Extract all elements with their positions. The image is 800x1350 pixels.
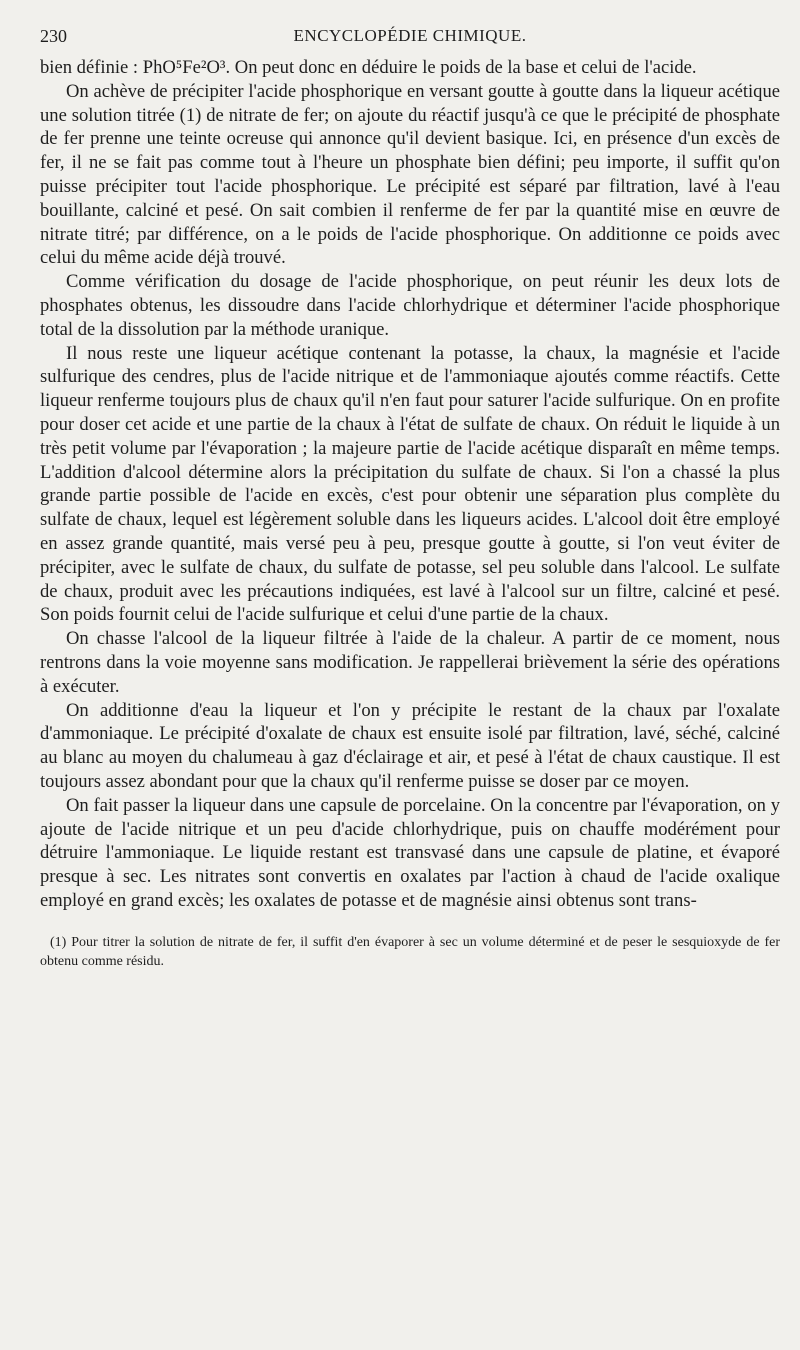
- page: [40, 26, 780, 971]
- paragraph: On additionne d'eau la liqueur et l'on y précipite le restant de la chaux par l'oxalate d'ammoniaque. Le précipité d'oxalate de chaux est ensuite isolé par filtration, lavé, séché, calciné au blanc au moyen du chalumeau à gaz d'éclairage et air, et pesé à l'état de chaux caustique. Il est toujours assez abondant pour que la chaux qu'il renferme puisse se doser par ce moyen.: [40, 699, 780, 792]
- paragraph: Comme vérification du dosage de l'acide phosphorique, on peut réunir les deux lots de phosphates obtenus, les dissoudre dans l'acide chlorhydrique et déterminer l'acide phosphorique total de la dissolution par la méthode uranique.: [40, 271, 780, 340]
- page-header: [40, 26, 780, 56]
- paragraph: bien définie : PhO⁵Fe²O³. On peut donc en déduire le poids de la base et celui de l'acide.: [40, 57, 697, 78]
- footnote: (1) Pour titrer la solution de nitrate de fer, il suffit d'en évaporer à sec un volume déterminé et de peser le sesquioxyde de fer obtenu comme résidu.: [40, 934, 780, 969]
- body-text: [40, 56, 780, 913]
- paragraph: On fait passer la liqueur dans une capsule de porcelaine. On la concentre par l'évaporation, on y ajoute de l'acide nitrique et un peu d'acide chlorhydrique, puis on chauffe modérément pour détruire l'ammoniaque. Le liquide restant est transvasé dans une capsule de platine, et évaporé presque à sec. Les nitrates sont convertis en oxalates par l'action à chaud de l'acide oxalique employé en grand excès; les oxalates de potasse et de magnésie ainsi obtenus sont trans-: [40, 794, 780, 911]
- page-number: 230: [40, 26, 67, 46]
- paragraph: Il nous reste une liqueur acétique contenant la potasse, la chaux, la magnésie et l'acide sulfurique des cendres, plus de l'acide nitrique et de l'ammoniaque ajoutés comme réactifs. Cette liqueur renferme toujours plus de chaux qu'il n'en faut pour saturer l'acide sulfurique. On en profite pour doser cet acide et une partie de la chaux à l'état de sulfate de chaux. On réduit le liquide à un très petit volume par l'évaporation ; la majeure partie de l'acide acétique disparaît en même temps. L'addition d'alcool détermine alors la précipitation du sulfate de chaux. Si l'on a chassé la plus grande partie possible de l'acide en excès, c'est pour obtenir une séparation plus complète du sulfate de chaux, lequel est légèrement soluble dans les liqueurs acides. L'alcool doit être employé en assez grande quantité, mais versé peu à peu, presque goutte à goutte, si l'on veut éviter de précipiter, avec le sulfate de chaux, du sulfate de potasse, sel peu soluble dans l'alcool. Le sulfate de chaux, produit avec les précautions indiquées, est lavé à l'alcool sur un filtre, calciné et pesé. Son poids fournit celui de l'acide sulfurique et celui d'une partie de la chaux.: [40, 342, 780, 626]
- paragraph: On chasse l'alcool de la liqueur filtrée à l'aide de la chaleur. A partir de ce moment, nous rentrons dans la voie moyenne sans modification. Je rappellerai brièvement la série des opérations à exécuter.: [40, 628, 780, 697]
- paragraph: On achève de précipiter l'acide phosphorique en versant goutte à goutte dans la liqueur acétique une solution titrée (1) de nitrate de fer; on ajoute du réactif jusqu'à ce que le précipité de phosphate de fer prenne une teinte ocreuse qui annonce qu'il devient basique. Ici, en présence d'un excès de fer, il ne se fait pas comme tout à l'heure un phosphate bien défini; peu importe, il suffit qu'on puisse précipiter tout l'acide phosphorique. Le précipité est séparé par filtration, lavé à l'eau bouillante, calciné et pesé. On sait combien il renferme de fer par la quantité mise en œuvre de nitrate titré; par différence, on a le poids de l'acide phosphorique. On additionne ce poids avec celui du même acide déjà trouvé.: [40, 80, 780, 269]
- running-title: ENCYCLOPÉDIE CHIMIQUE.: [293, 26, 527, 45]
